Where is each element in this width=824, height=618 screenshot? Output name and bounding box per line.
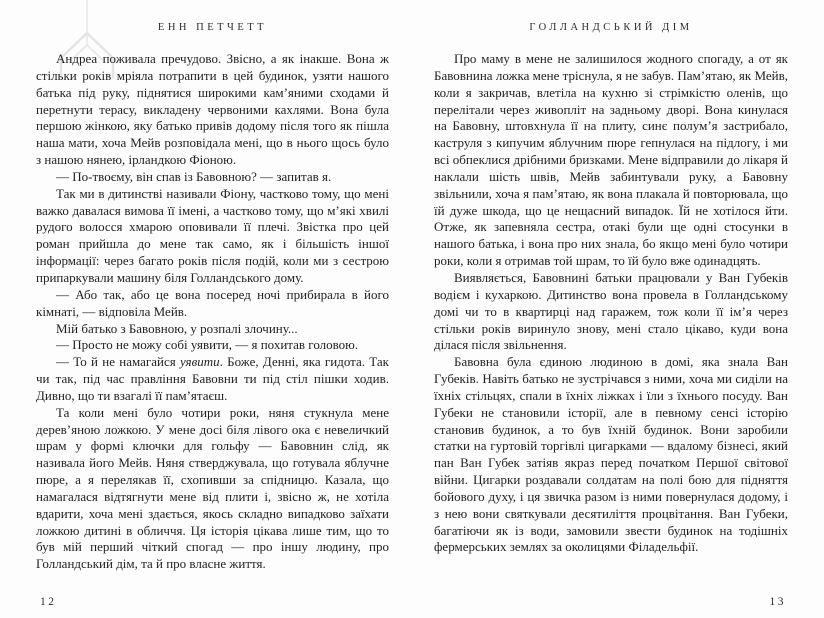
- page-text: [36, 51, 389, 573]
- body-text: — По-твоєму, він спав із Бавовною? — запитав я.: [56, 168, 332, 184]
- body-text: — Або так, або це вона посеред ночі прибирала в його кімнаті, — відповіла Мейв.: [36, 286, 389, 319]
- paragraph: [36, 287, 389, 321]
- paragraph: [434, 51, 788, 270]
- body-text: Про маму в мене не залишилося жодного спогаду, а от як Бавовнина ложка мене тріснула, я не забув. Пам’ятаю, як Мейв, коли я закричав, влетіла на кухню зі стрімкістю оленів, що перелітали через живопліт на задньому дворі. Вона кинулася на Бавовну, штовхнула її на плиту, синє полум’я застрибало, каструля з кипучим яблучним пюре гепнулася на підлогу, і ми всі обпеклися дрібними бризками. Мене відправили до лікаря й наклали шість швів, Мейв забинтували руку, а Бавовну звільнили, хоча я пам’ятаю, як вона плакала й повторювала, що їй дуже шкода, що це нещасний випадок. Їй не хотілося йти. Отже, як запевняла сестра, отакі були ще одні стосунки в нашого батька, і вона про них знала, бо якщо мені було чотири роки, коли я отримав той шрам, то їй було вже одинадцять.: [434, 51, 788, 269]
- paragraph: [434, 354, 788, 556]
- paragraph: [36, 51, 389, 169]
- body-text: Так ми в дитинстві називали Фіону, частково тому, що мені важко давалася вимова її імені, а частково тому, що м’які хвилі рудого волосся хмарою оповивали її плечі. Звістка про цей роман прийшла до мене так само, як і більшість іншої інформації: через багато років після подій, коли ми з сестрою припаркували машину біля Голландського дому.: [36, 185, 389, 285]
- page-left: [36, 0, 389, 618]
- body-text: Мій батько з Бавовною, у розпалі злочину...: [56, 320, 298, 336]
- body-text: Та коли мені було чотири роки, няня стукнула мене дерев’яною ложкою. У мене досі біля лівого ока є невеличкий шрам у формі ключки для гольфу — Бавовнин слід, як називала його Мейв. Няня стверджувала, що готувала яблучне пюре, а я перелякав її, схопивши за спідницю. Казала, що намагалася відтягнути мене від плити і, звісно ж, не хотіла вдарити, хоча мені здається, якось складно випадково заїхати ложкою дитині в обличчя. Ця історія цікава лише тим, що то був мій перший чіткий спогад — про іншу людину, про Голландський дім, та й про власне життя.: [36, 404, 389, 572]
- running-head-title: ГОЛЛАНДСЬКИЙ ДІМ: [529, 22, 693, 33]
- page-text: [434, 51, 788, 556]
- running-head-author: ЕНН ПЕТЧЕТТ: [157, 22, 268, 33]
- body-text: — Просто не можу собі уявити, — я похитав головою.: [56, 337, 359, 353]
- body-text: Андреа поживала пречудово. Звісно, а як інакше. Вона ж стільки років мріяла потрапити в цей будинок, узяти нашого батька під руку, піднятися широкими кам’яними сходами й перетнути терасу, викладену червоними кахлями. Вона була першою жінкою, яку батько привів додому після того як пішла наша мати, хоча Мейв розповідала мені, що в нього щось було з нашою нянею, ірландкою Фіоною.: [36, 51, 389, 168]
- page-number-left: 12: [40, 596, 57, 608]
- emphasized-text: уявити: [179, 354, 220, 370]
- paragraph: [36, 321, 389, 338]
- paragraph: [434, 270, 788, 354]
- paragraph: [36, 186, 389, 287]
- body-text: . Боже, Денні, яка гидота. Так чи так, під час правління Бавовни ти під стіл пішки ходив. Дивно, що ти взагалі її пам’ятаєш.: [36, 354, 389, 403]
- paragraph: [36, 405, 389, 573]
- body-text: Виявляється, Бавовнині батьки працювали у Ван Губеків водієм і кухаркою. Дитинство вона провела в Голландському домі чи то в квартирці над гаражем, тож коли її ім’я через стільки років виринуло знову, мені стало цікаво, куди вона ділася після звільнення.: [434, 269, 788, 353]
- paragraph: [36, 169, 389, 186]
- page-number-right: 13: [769, 596, 786, 608]
- page-right: [434, 0, 788, 618]
- body-text: — То й не намагайся: [56, 354, 180, 370]
- body-text: Бавовна була єдиною людиною в домі, яка знала Ван Губеків. Навіть батько не зустрічався з ними, хоча ми сиділи на їхніх стільцях, спали в їхніх ліжках і їли з їхнього посуду. Ван Губеки не становили історії, але в певному сенсі історію становив будинок, а то був їхній будинок. Вони заробили статки на гуртовій торгівлі цигарками — вдалому бізнесі, який пан Ван Губек затіяв якраз перед початком Першої світової війни. Цигарки роздавали солдатам на полі бою для підняття бойового духу, і ця звичка разом із ними повернулася додому, і з нею вони святкували десятиліття процвітання. Ван Губеки, багатіючи як із води, замовили звести будинок на тодішніх фермерських землях за околицями Філадельфії.: [434, 354, 788, 555]
- paragraph: [36, 337, 389, 354]
- paragraph: [36, 354, 389, 405]
